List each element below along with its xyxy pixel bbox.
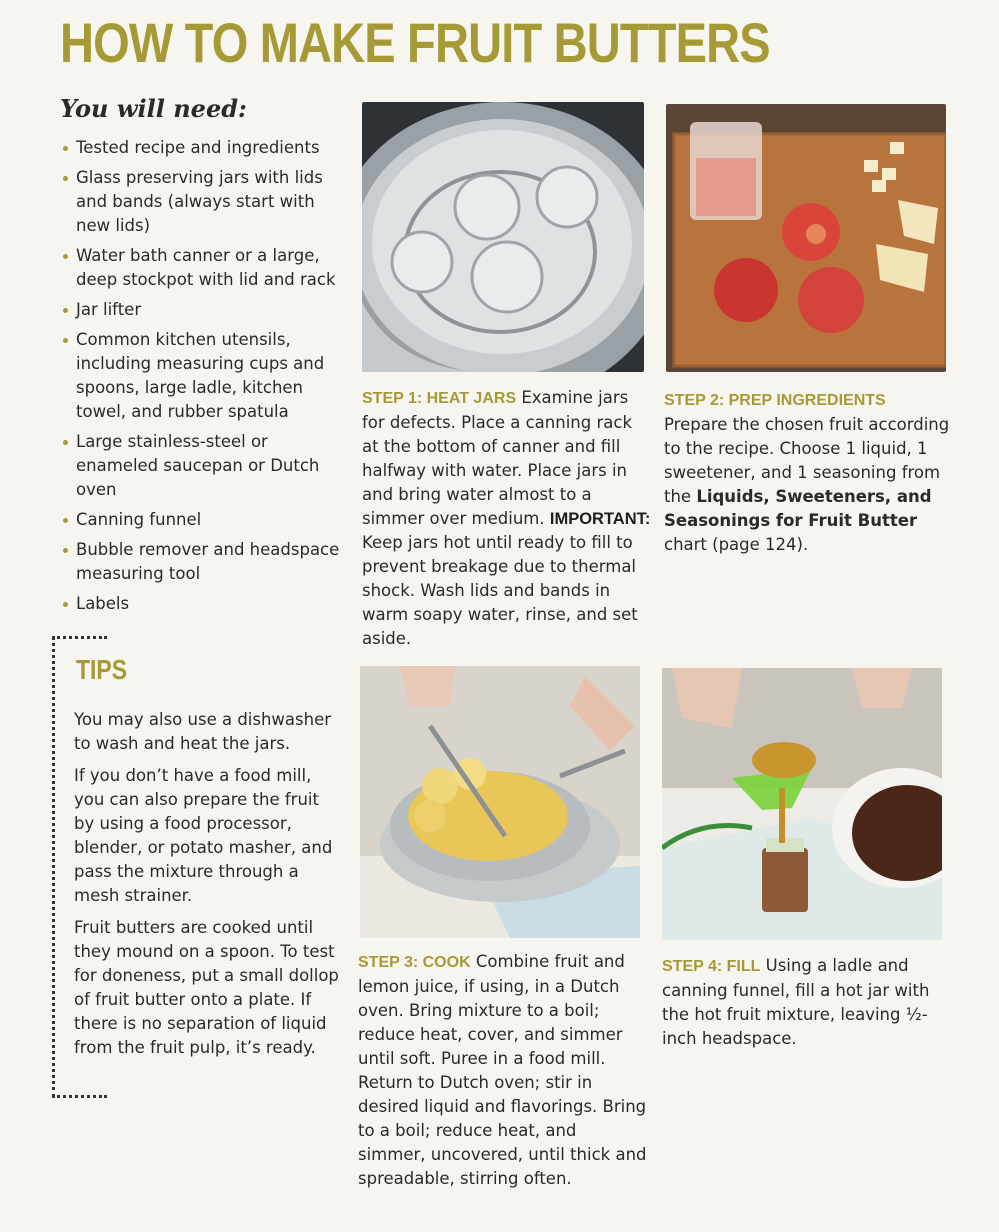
step-4-label: STEP 4: FILL [662,958,761,975]
step-1-body-a: Examine jars for defects. Place a canning rack at the bottom of canner and fill halfway with water. Place jars in and bring water almost to a simmer over medium. [362,388,632,528]
step-2-label: STEP 2: PREP INGREDIENTS [664,392,886,409]
apples-illustration [666,104,946,372]
chart-reference: Liquids, Sweeteners, and Seasonings for Fruit Butter [664,487,932,530]
tip-paragraph: Fruit butters are cooked until they mound on a spoon. To test for doneness, put a small dollop of fruit butter onto a plate. If there is no separation of liquid from the fruit pulp, it’s ready. [74,918,339,1057]
list-item: Jar lifter [60,298,350,322]
step-2-text [664,388,950,557]
tips-heading: TIPS [76,654,128,685]
tip-paragraph: You may also use a dishwasher to wash and heat the jars. [74,710,332,753]
dotted-border-top [52,636,107,639]
step-1-label: STEP 1: HEAT JARS [362,390,517,407]
step-2-body-b: chart (page 124). [664,535,809,554]
step-4-text [662,954,952,1051]
list-item: Common kitchen utensils, including measuring cups and spoons, large ladle, kitchen towel, and rubber spatula [60,328,350,424]
photo-apples-cutting-board [666,104,946,372]
step-3-label: STEP 3: COOK [358,954,471,971]
list-item: Bubble remover and headspace measuring tool [60,538,350,586]
important-label: IMPORTANT: [549,510,651,528]
dotted-border-bottom [52,1095,107,1098]
photo-canner-with-jars [362,102,644,372]
step-3-text [358,950,648,1191]
photo-funnel-filling-jar [662,668,942,940]
supplies-list [60,136,350,622]
list-item: Large stainless-steel or enameled saucepan or Dutch oven [60,430,350,502]
page-title: HOW TO MAKE FRUIT BUTTERS [60,11,770,74]
food-mill-illustration [360,666,640,938]
step-1-text [362,386,652,651]
dotted-border-left [52,636,55,1098]
list-item: Water bath canner or a large, deep stockpot with lid and rack [60,244,350,292]
step-2-body-a: Prepare the chosen fruit according to the recipe. Choose 1 liquid, 1 sweetener, and 1 seasoning from the [664,415,950,506]
step-1-body-b: Keep jars hot until ready to fill to prevent breakage due to thermal shock. Wash lids and bands in warm soapy water, rinse, and set aside. [362,533,638,648]
canner-illustration [362,102,644,372]
step-4-body: Using a ladle and canning funnel, fill a hot jar with the hot fruit mixture, leaving ½-inch headspace. [662,956,930,1048]
tips-box [52,636,342,1098]
photo-food-mill [360,666,640,938]
step-3-body: Combine fruit and lemon juice, if using, in a Dutch oven. Bring mixture to a boil; reduce heat, cover, and simmer until soft. Puree in a food mill. Return to Dutch oven; stir in desired liquid and flavorings. Bring to a boil; reduce heat, and simmer, uncovered, until thick and spreadable, stirring often. [358,952,647,1188]
list-item: Labels [60,592,350,616]
you-will-need-heading: You will need: [60,94,247,123]
tips-body [74,708,342,1068]
list-item: Canning funnel [60,508,350,532]
list-item: Glass preserving jars with lids and bands (always start with new lids) [60,166,350,238]
tip-paragraph: If you don’t have a food mill, you can also prepare the fruit by using a food processor, blender, or potato masher, and pass the mixture through a mesh strainer. [74,766,333,905]
funnel-illustration [662,668,942,940]
list-item: Tested recipe and ingredients [60,136,350,160]
